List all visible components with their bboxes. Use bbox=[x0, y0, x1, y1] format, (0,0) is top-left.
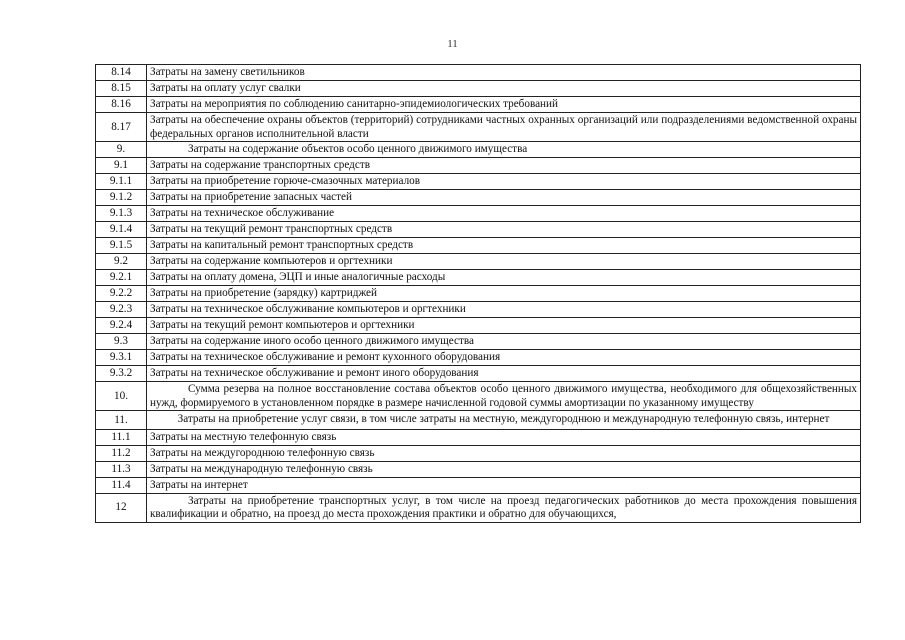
row-number: 9.1.4 bbox=[96, 222, 147, 238]
section-row bbox=[96, 411, 861, 430]
row-number: 11.1 bbox=[96, 429, 147, 445]
row-number: 9.1.1 bbox=[96, 174, 147, 190]
row-number: 9.1.5 bbox=[96, 238, 147, 254]
table-row bbox=[96, 158, 861, 174]
table-row bbox=[96, 461, 861, 477]
row-text: Затраты на интернет bbox=[147, 477, 861, 493]
row-text: Затраты на текущий ремонт компьютеров и оргтехники bbox=[147, 318, 861, 334]
row-text: Затраты на междугороднюю телефонную связь bbox=[147, 445, 861, 461]
row-number: 9.2.4 bbox=[96, 318, 147, 334]
table-row bbox=[96, 222, 861, 238]
row-number: 9.2.3 bbox=[96, 302, 147, 318]
table-row bbox=[96, 445, 861, 461]
table-row bbox=[96, 366, 861, 382]
table-row bbox=[96, 350, 861, 366]
row-text: Затраты на техническое обслуживание компьютеров и оргтехники bbox=[147, 302, 861, 318]
table-row bbox=[96, 97, 861, 113]
row-text: Затраты на приобретение горюче-смазочных материалов bbox=[147, 174, 861, 190]
row-text: Затраты на техническое обслуживание и ремонт кухонного оборудования bbox=[147, 350, 861, 366]
row-text: Затраты на содержание транспортных средств bbox=[147, 158, 861, 174]
table-row bbox=[96, 174, 861, 190]
section-heading: Сумма резерва на полное восстановление состава объектов особо ценного движимого имущества, необходимого для общехозяйственных нужд, формируемого в установленном порядке в размере начисленной годовой суммы амортизации по указанному имуществу bbox=[150, 383, 857, 409]
row-text: Затраты на текущий ремонт транспортных средств bbox=[147, 222, 861, 238]
table-row bbox=[96, 254, 861, 270]
table-row bbox=[96, 206, 861, 222]
row-text: Затраты на техническое обслуживание bbox=[147, 206, 861, 222]
row-number: 11. bbox=[96, 411, 147, 430]
table-row bbox=[96, 113, 861, 142]
row-number: 8.17 bbox=[96, 113, 147, 142]
row-text: Затраты на приобретение (зарядку) картриджей bbox=[147, 286, 861, 302]
table-row bbox=[96, 302, 861, 318]
row-text: Затраты на оплату услуг свалки bbox=[147, 81, 861, 97]
row-text bbox=[147, 142, 861, 158]
expense-table bbox=[95, 64, 861, 523]
row-text: Затраты на обеспечение охраны объектов (территорий) сотрудниками частных охранных организаций или подразделениями ведомственной охраны федеральных органов исполнительной власти bbox=[147, 113, 861, 142]
section-row bbox=[96, 493, 861, 522]
row-text: Затраты на местную телефонную связь bbox=[147, 429, 861, 445]
row-number: 9.2.2 bbox=[96, 286, 147, 302]
row-number: 11.4 bbox=[96, 477, 147, 493]
row-text: Затраты на международную телефонную связь bbox=[147, 461, 861, 477]
row-number: 9.2.1 bbox=[96, 270, 147, 286]
table-row bbox=[96, 270, 861, 286]
table-row bbox=[96, 429, 861, 445]
table-row bbox=[96, 286, 861, 302]
row-text bbox=[147, 493, 861, 522]
row-text: Затраты на оплату домена, ЭЦП и иные аналогичные расходы bbox=[147, 270, 861, 286]
row-number: 9.1 bbox=[96, 158, 147, 174]
table-row bbox=[96, 190, 861, 206]
row-text: Затраты на капитальный ремонт транспортных средств bbox=[147, 238, 861, 254]
section-row bbox=[96, 142, 861, 158]
row-number: 9.3.1 bbox=[96, 350, 147, 366]
row-number: 8.16 bbox=[96, 97, 147, 113]
row-number: 9.1.2 bbox=[96, 190, 147, 206]
row-number: 9.1.3 bbox=[96, 206, 147, 222]
row-number: 9.3 bbox=[96, 334, 147, 350]
row-text: Затраты на замену светильников bbox=[147, 65, 861, 81]
table-row bbox=[96, 238, 861, 254]
section-heading: Затраты на приобретение транспортных услуг, в том числе на проезд педагогических работников до места прохождения повышения квалификации и обратно, на проезд до места прохождения практики и обратно для обучающихся, bbox=[150, 494, 857, 520]
row-number: 11.3 bbox=[96, 461, 147, 477]
row-number: 12 bbox=[96, 493, 147, 522]
row-text: Затраты на приобретение запасных частей bbox=[147, 190, 861, 206]
row-number: 9. bbox=[96, 142, 147, 158]
row-number: 11.2 bbox=[96, 445, 147, 461]
row-number: 10. bbox=[96, 382, 147, 411]
row-number: 8.15 bbox=[96, 81, 147, 97]
row-number: 9.3.2 bbox=[96, 366, 147, 382]
section-heading: Затраты на содержание объектов особо ценного движимого имущества bbox=[188, 143, 528, 156]
table-row bbox=[96, 65, 861, 81]
table-row bbox=[96, 81, 861, 97]
section-row bbox=[96, 382, 861, 411]
row-text bbox=[147, 382, 861, 411]
table-row bbox=[96, 477, 861, 493]
table-row bbox=[96, 318, 861, 334]
row-number: 9.2 bbox=[96, 254, 147, 270]
page-number: 11 bbox=[447, 38, 458, 50]
row-text: Затраты на мероприятия по соблюдению санитарно-эпидемиологических требований bbox=[147, 97, 861, 113]
row-text: Затраты на содержание иного особо ценного движимого имущества bbox=[147, 334, 861, 350]
section-heading: Затраты на приобретение услуг связи, в том числе затраты на местную, междугороднюю и международную телефонную связь, интернет bbox=[147, 411, 861, 430]
row-text: Затраты на содержание компьютеров и оргтехники bbox=[147, 254, 861, 270]
row-text: Затраты на техническое обслуживание и ремонт иного оборудования bbox=[147, 366, 861, 382]
table-row bbox=[96, 334, 861, 350]
row-number: 8.14 bbox=[96, 65, 147, 81]
